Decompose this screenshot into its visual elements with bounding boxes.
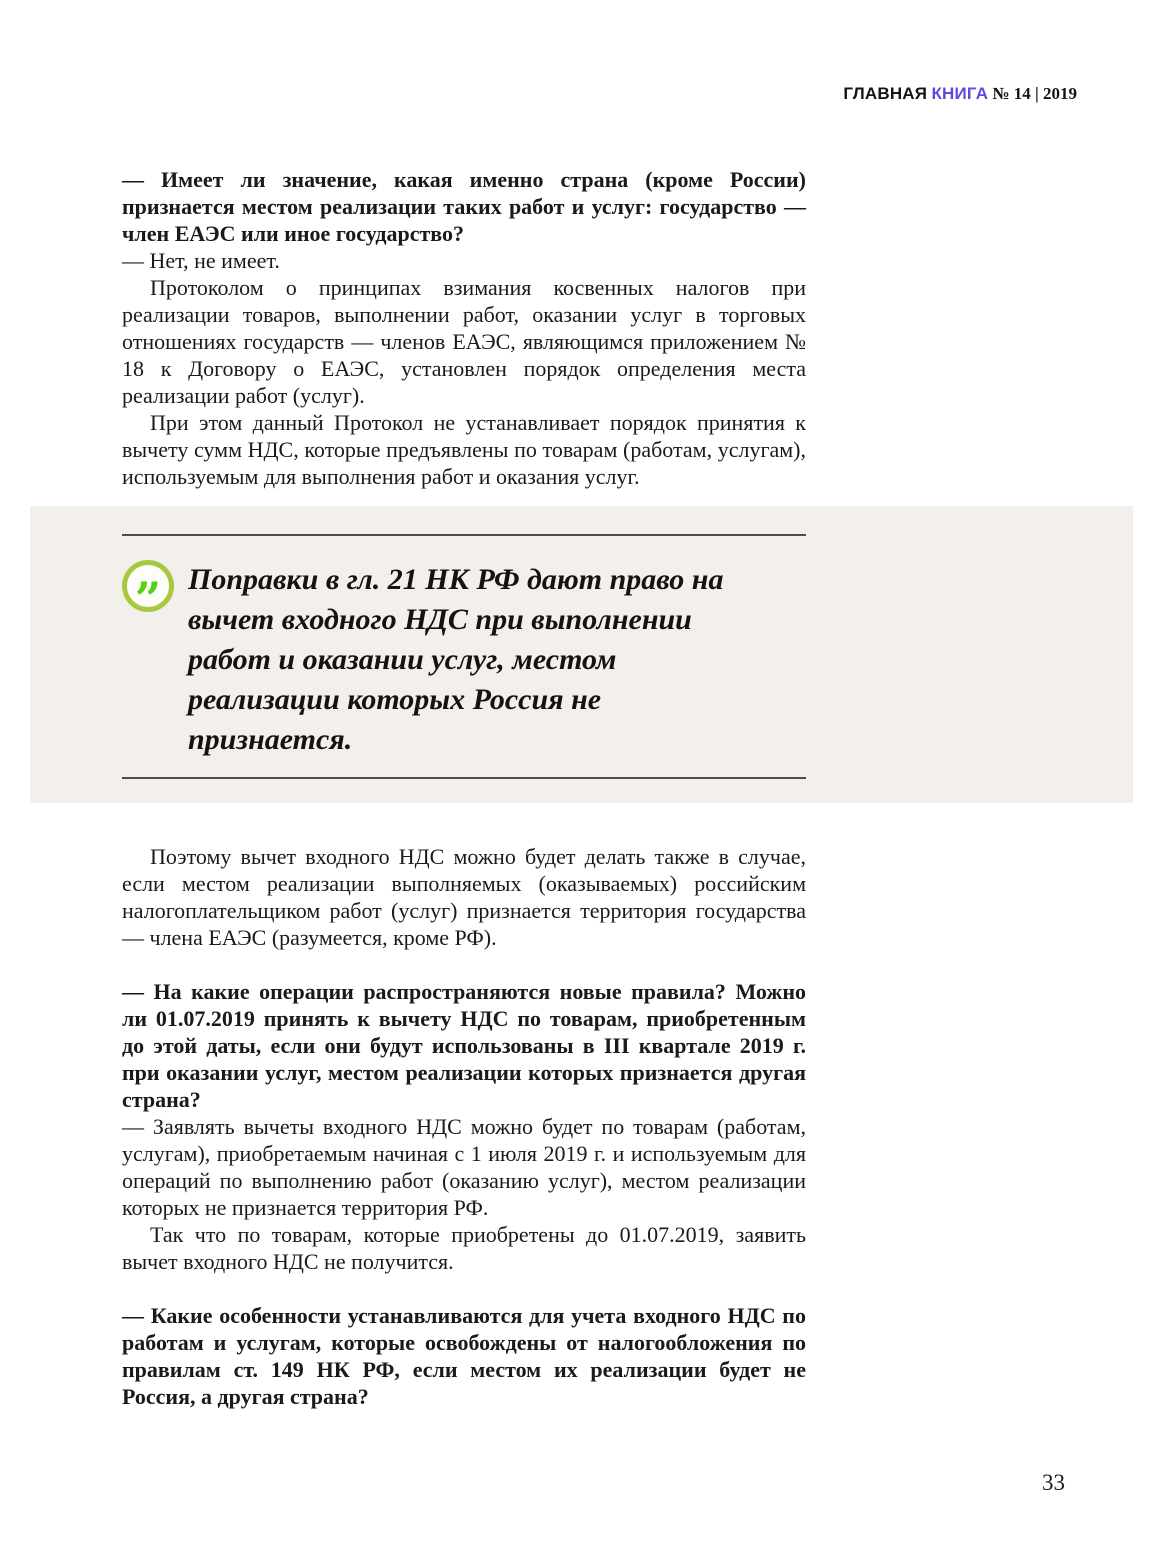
quote-glyph: ”: [134, 572, 162, 612]
interview-answer-1-paragraph-1: Протоколом о принципах взимания косвенных налогов при реализации товаров, выполнении работ, оказании услуг в торговых отношениях государств — членов ЕАЭС, являющимся приложением № 18 к Договору о ЕАЭС, установлен порядок определения места реализации работ (услуг).: [122, 275, 806, 408]
running-head: [843, 84, 1077, 104]
interview-question-3: — Какие особенности устанавливаются для учета входного НДС по работам и услугам, которые освобождены от налогообложения по правилам ст. 149 НК РФ, если местом их реализации будет не Россия, а другая страна?: [122, 1303, 806, 1409]
brand-name-glavnaya: ГЛАВНАЯ: [843, 84, 928, 103]
interview-answer-2-paragraph-2: Так что по товарам, которые приобретены до 01.07.2019, заявить вычет входного НДС не получится.: [122, 1222, 806, 1274]
page-number: 33: [1042, 1470, 1065, 1495]
interview-question-1: — Имеет ли значение, какая именно страна (кроме России) признается местом реализации таких работ и услуг: государство — член ЕАЭС или иное государство?: [122, 167, 806, 246]
closing-quote-marks-icon: [122, 560, 174, 612]
pullquote-text: Поправки в гл. 21 НК РФ дают право на вычет входного НДС при выполнении работ и оказании услуг, местом реализации которых Россия не признается.: [188, 563, 724, 756]
pullquote-row: [122, 560, 760, 760]
pullquote-band: [30, 506, 1133, 803]
interview-answer-1-paragraph-2: При этом данный Протокол не устанавливает порядок принятия к вычету сумм НДС, которые предъявлены по товарам (работам, услугам), используемым для выполнения работ и оказания услуг.: [122, 410, 806, 489]
pullquote-top-rule: [122, 534, 806, 536]
interview-answer-1-lead: — Нет, не имеет.: [122, 248, 280, 273]
interview-answer-2-paragraph-1: — Заявлять вычеты входного НДС можно будет по товарам (работам, услугам), приобретаемым начиная с 1 июля 2019 г. и используемым для операций по выполнению работ (оказанию услуг), местом реализации которых не признается территория РФ.: [122, 1114, 806, 1220]
paragraph-after-quote: Поэтому вычет входного НДС можно будет делать также в случае, если местом реализации выполняемых (оказываемых) российским налогоплательщиком работ (услуг) признается территория государства — члена ЕАЭС (разумеется, кроме РФ).: [122, 844, 806, 950]
issue-number: № 14 | 2019: [992, 84, 1077, 103]
brand-name-kniga: КНИГА: [931, 84, 989, 103]
interview-question-2: — На какие операции распространяются новые правила? Можно ли 01.07.2019 принять к вычету НДС по товарам, приобретенным до этой даты, если они будут использованы в III квартале 2019 г. при оказании услуг, местом реализации которых признается другая страна?: [122, 979, 806, 1112]
article-body-top: [122, 166, 806, 490]
pullquote-inner: [122, 506, 806, 803]
pullquote-bottom-rule: [122, 777, 806, 779]
article-body-bottom: [122, 843, 806, 1410]
